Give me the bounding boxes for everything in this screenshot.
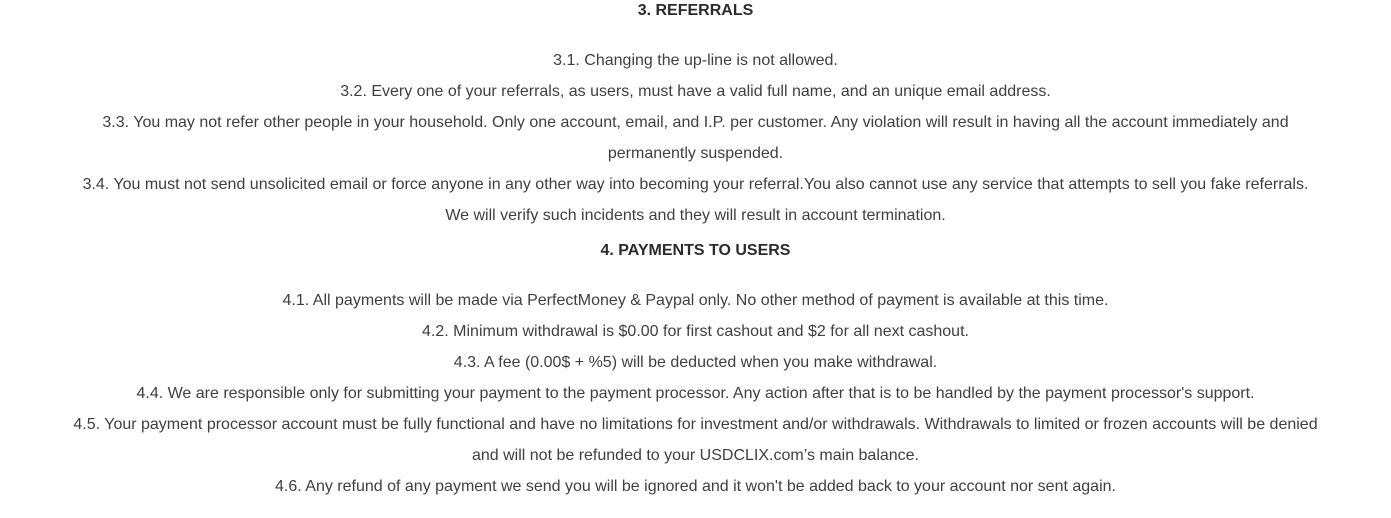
term-3-2: 3.2. Every one of your referrals, as users, must have a valid full name, and an unique email address. bbox=[340, 83, 1051, 100]
payments-list bbox=[0, 285, 1391, 502]
term-4-1: 4.1. All payments will be made via PerfectMoney & Paypal only. No other method of payment is available at this time. bbox=[282, 292, 1109, 309]
referrals-list bbox=[0, 45, 1391, 231]
section-title-payments: 4. PAYMENTS TO USERS bbox=[600, 242, 791, 259]
term-4-5: 4.5. Your payment processor account must be fully functional and have no limitations for investment and/or withdrawals. Withdrawals to limited or frozen accounts will be denied and will not be refunded to your USDCLIX.com’s main balance. bbox=[73, 416, 1318, 464]
term-4-6: 4.6. Any refund of any payment we send you will be ignored and it won't be added back to your account nor sent again. bbox=[275, 478, 1116, 495]
term-4-3: 4.3. A fee (0.00$ + %5) will be deducted when you make withdrawal. bbox=[453, 354, 938, 371]
term-4-2: 4.2. Minimum withdrawal is $0.00 for first cashout and $2 for all next cashout. bbox=[422, 323, 969, 340]
term-3-4: 3.4. You must not send unsolicited email or force anyone in any other way into becoming your referral.You also cannot use any service that attempts to sell you fake referrals. We will verify such incidents and they will result in account termination. bbox=[82, 176, 1309, 224]
term-3-1: 3.1. Changing the up-line is not allowed. bbox=[553, 52, 838, 69]
section-title-referrals: 3. REFERRALS bbox=[637, 2, 754, 19]
term-3-3: 3.3. You may not refer other people in your household. Only one account, email, and I.P. per customer. Any violation will result in having all the account immediately and permanently suspended. bbox=[102, 114, 1289, 162]
term-4-4: 4.4. We are responsible only for submitting your payment to the payment processor. Any action after that is to be handled by the payment processor's support. bbox=[136, 385, 1255, 402]
